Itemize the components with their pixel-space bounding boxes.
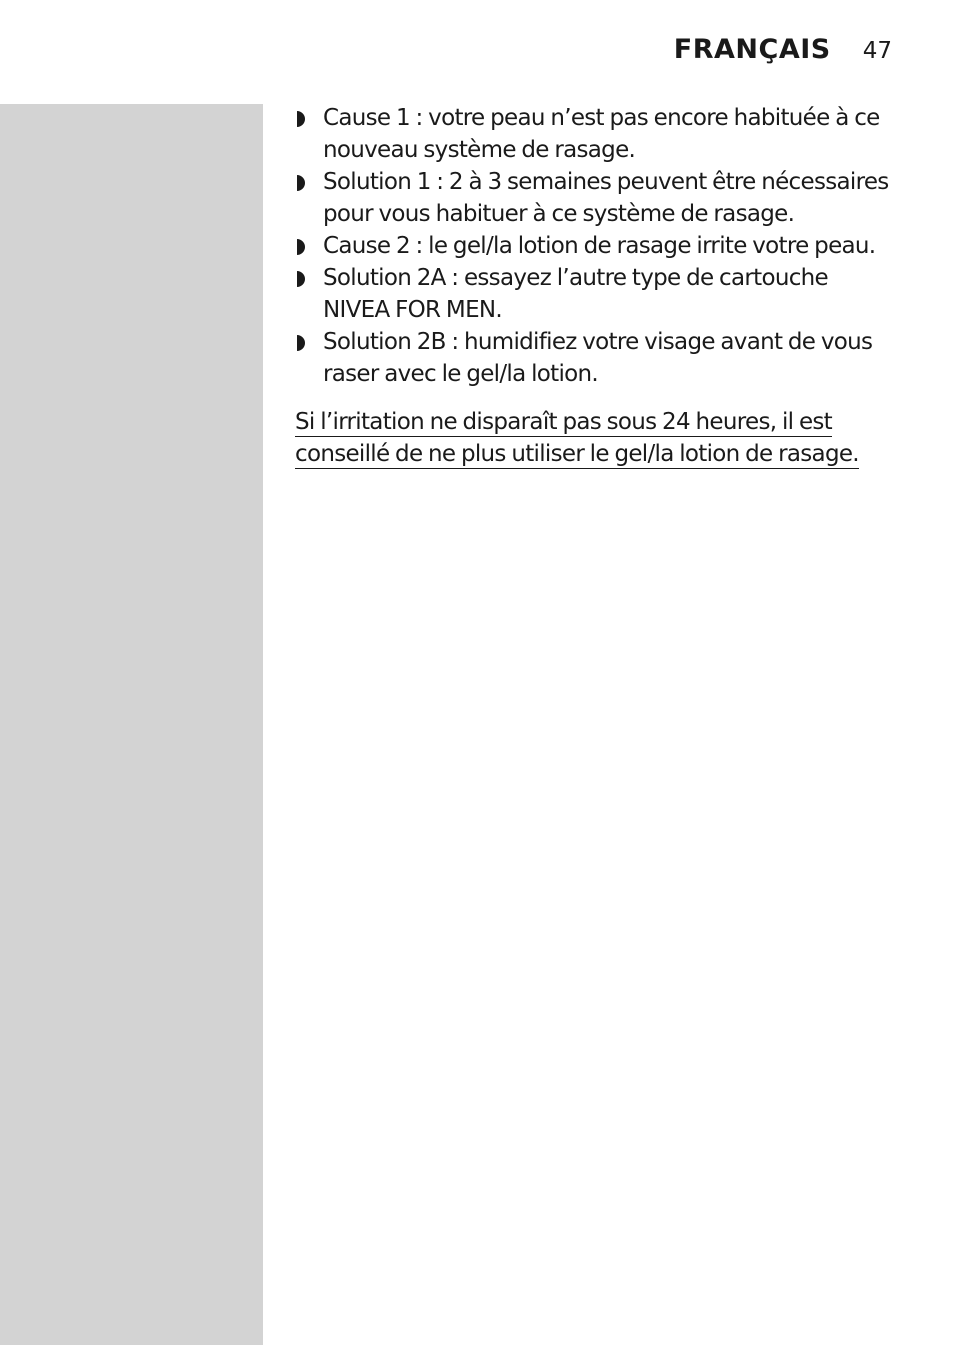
list-item-text: Solution 2B : humidifiez votre visage avant de vous raser avec le gel/la lotion. [323,329,873,387]
list-item [295,326,895,390]
list-item [295,262,895,326]
section-title: FRANÇAIS [673,34,831,65]
page-header [674,34,892,65]
troubleshooting-list [295,102,895,390]
list-item-text: Cause 1 : votre peau n’est pas encore habituée à ce nouveau système de rasage. [323,105,880,163]
main-content [295,102,895,493]
list-item-text: Solution 2A : essayez l’autre type de cartouche NIVEA FOR MEN. [323,265,828,323]
list-item [295,230,895,262]
page-number: 47 [862,38,892,64]
half-circle-bullet-icon [297,239,306,255]
list-item-text: Cause 2 : le gel/la lotion de rasage irrite votre peau. [323,233,876,259]
note-text: Si l’irritation ne disparaît pas sous 24 heures, il est conseillé de ne plus utiliser le gel/la lotion de rasage. [295,409,859,467]
half-circle-bullet-icon [297,175,306,191]
irritation-note [295,406,875,470]
list-item [295,102,895,166]
half-circle-bullet-icon [297,271,306,287]
half-circle-bullet-icon [297,335,306,351]
page-sidebar [0,104,263,1345]
list-item-text: Solution 1 : 2 à 3 semaines peuvent être nécessaires pour vous habituer à ce système de rasage. [323,169,889,227]
half-circle-bullet-icon [297,111,306,127]
list-item [295,166,895,230]
